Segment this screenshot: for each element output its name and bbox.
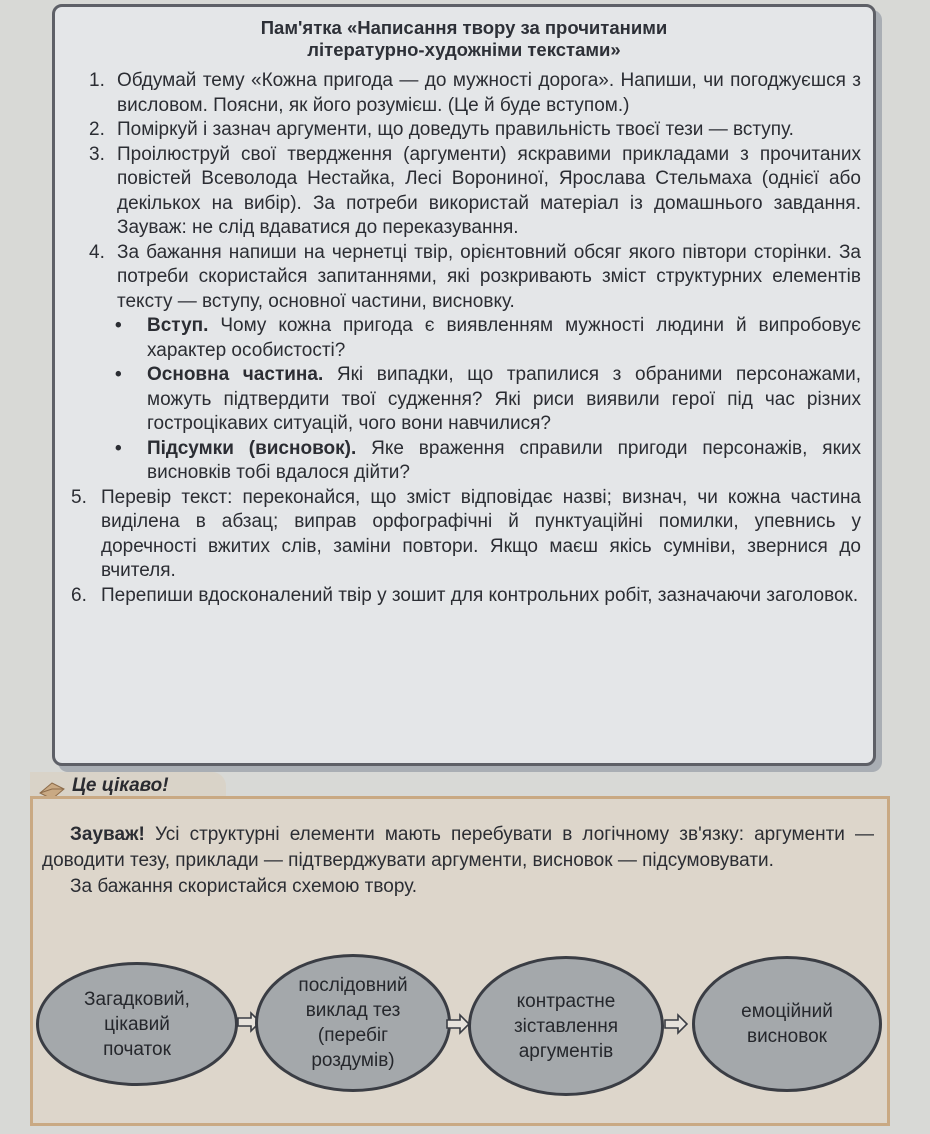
memo-box bbox=[52, 4, 876, 766]
step-text: Перепиши вдосконалений твір у зошит для контрольних робіт, зазначаючи заголовок. bbox=[101, 584, 859, 606]
subitem-text: Чому кожна пригода є виявленням мужності людини й випробовує характер особистості? bbox=[147, 315, 861, 361]
subitem-text: Яке враження справили пригоди персонажів, яких висновків тобі вдалося дійти? bbox=[147, 437, 861, 483]
step-1 bbox=[71, 69, 861, 118]
node-line: роздумів) bbox=[311, 1050, 395, 1071]
step-text: Поміркуй і зазнач аргументи, що доведуть правильність твоєї тези — вступу. bbox=[117, 119, 794, 140]
bullet-icon: • bbox=[115, 315, 122, 336]
scheme-node-contrast bbox=[468, 956, 664, 1096]
subitem-text: Які випадки, що трапилися з обраними персонажами, можуть підтвердити твої судження? Які риси виявили герої під час різних гостроцікавих ситуацій, чого вони навчилися? bbox=[147, 364, 861, 434]
step-text: Проілюструй свої твердження (аргументи) яскравими прикладами з прочитаних повістей Всеволода Нестайка, Лесі Ворониної, Ярослава Стельмаха (однієї або декількох на вибір). За потреби використай матеріал із домашнього завдання. Зауваж: не слід вдаватися до переказування. bbox=[117, 143, 861, 238]
node-line: початок bbox=[103, 1038, 171, 1060]
node-line: висновок bbox=[746, 1026, 827, 1047]
subitem-intro bbox=[71, 314, 861, 363]
node-line: послідовний bbox=[298, 975, 408, 996]
scheme-node-theses bbox=[255, 954, 451, 1092]
double-arrow-right-icon bbox=[446, 1012, 470, 1036]
node-line: виклад тез bbox=[305, 1000, 401, 1021]
node-line: контрастне bbox=[516, 990, 616, 1012]
scheme-node-conclusion bbox=[692, 956, 882, 1092]
memo-title-line-2: літературно-художніми текстами» bbox=[307, 39, 621, 60]
node-line: зіставлення bbox=[513, 1015, 619, 1037]
subitem-term: Основна частина. bbox=[147, 364, 324, 385]
step-number: 6. bbox=[71, 584, 87, 606]
bullet-icon: • bbox=[115, 364, 122, 385]
scheme-node-beginning bbox=[36, 962, 238, 1086]
double-arrow-right-icon bbox=[664, 1012, 688, 1036]
step-6 bbox=[71, 584, 861, 609]
step-text: За бажання напиши на чернетці твір, орієнтовний обсяг якого півтори сторінки. За потреби скористайся запитаннями, які розкривають зміст структурних елементів тексту — вступу, основної частини, висновку. bbox=[117, 241, 861, 312]
subitem-term: Підсумки (висновок). bbox=[147, 437, 357, 459]
step-4 bbox=[71, 241, 861, 315]
node-line: емоційний bbox=[741, 1001, 833, 1022]
interest-text bbox=[42, 822, 874, 900]
step-number: 5. bbox=[71, 486, 87, 508]
note-paragraph bbox=[42, 822, 874, 874]
memo-title-line-1: Пам'ятка «Написання твору за прочитаними bbox=[260, 17, 668, 38]
step-text: Обдумай тему «Кожна пригода — до мужності дорога». Напиши, чи погоджуєшся з висловом. Поясни, як його розумієш. (Це й буде вступом.) bbox=[117, 70, 861, 116]
step-2 bbox=[71, 118, 861, 143]
node-line: (перебіг bbox=[317, 1025, 389, 1046]
scheme-intro: За бажання скористайся схемою твору. bbox=[70, 876, 418, 897]
memo-title bbox=[55, 17, 873, 61]
essay-scheme bbox=[0, 944, 930, 1114]
step-number: 1. bbox=[89, 70, 105, 91]
bullet-icon: • bbox=[115, 437, 122, 459]
subitem-main-part bbox=[71, 363, 861, 437]
node-line: Загадковий, bbox=[84, 988, 190, 1010]
interest-heading: Це цікаво! bbox=[72, 775, 169, 796]
node-line: аргументів bbox=[518, 1040, 614, 1062]
step-text: Перевір текст: переконайся, що зміст відповідає назві; визнач, чи кожна частина виділена в абзац; виправ орфографічні й пунктуаційні помилки, упевнись у доречності вжитих слів, заміни повтори. Якщо маєш якісь сумніви, звернися до вчителя. bbox=[101, 486, 861, 581]
step-number: 4. bbox=[89, 241, 105, 263]
step-3 bbox=[71, 143, 861, 241]
step-5 bbox=[71, 486, 861, 584]
node-line: цікавий bbox=[104, 1013, 170, 1035]
note-term: Зауваж! bbox=[70, 824, 145, 845]
step-number: 3. bbox=[89, 143, 105, 165]
memo-steps-list bbox=[71, 69, 861, 608]
subitem-term: Вступ. bbox=[147, 315, 209, 336]
step-number: 2. bbox=[89, 119, 105, 140]
subitem-conclusion bbox=[71, 437, 861, 486]
note-text: Усі структурні елементи мають перебувати в логічному зв'язку: аргументи — доводити тезу, приклади — підтверджувати аргументи, висновок — підсумовувати. bbox=[42, 824, 874, 871]
